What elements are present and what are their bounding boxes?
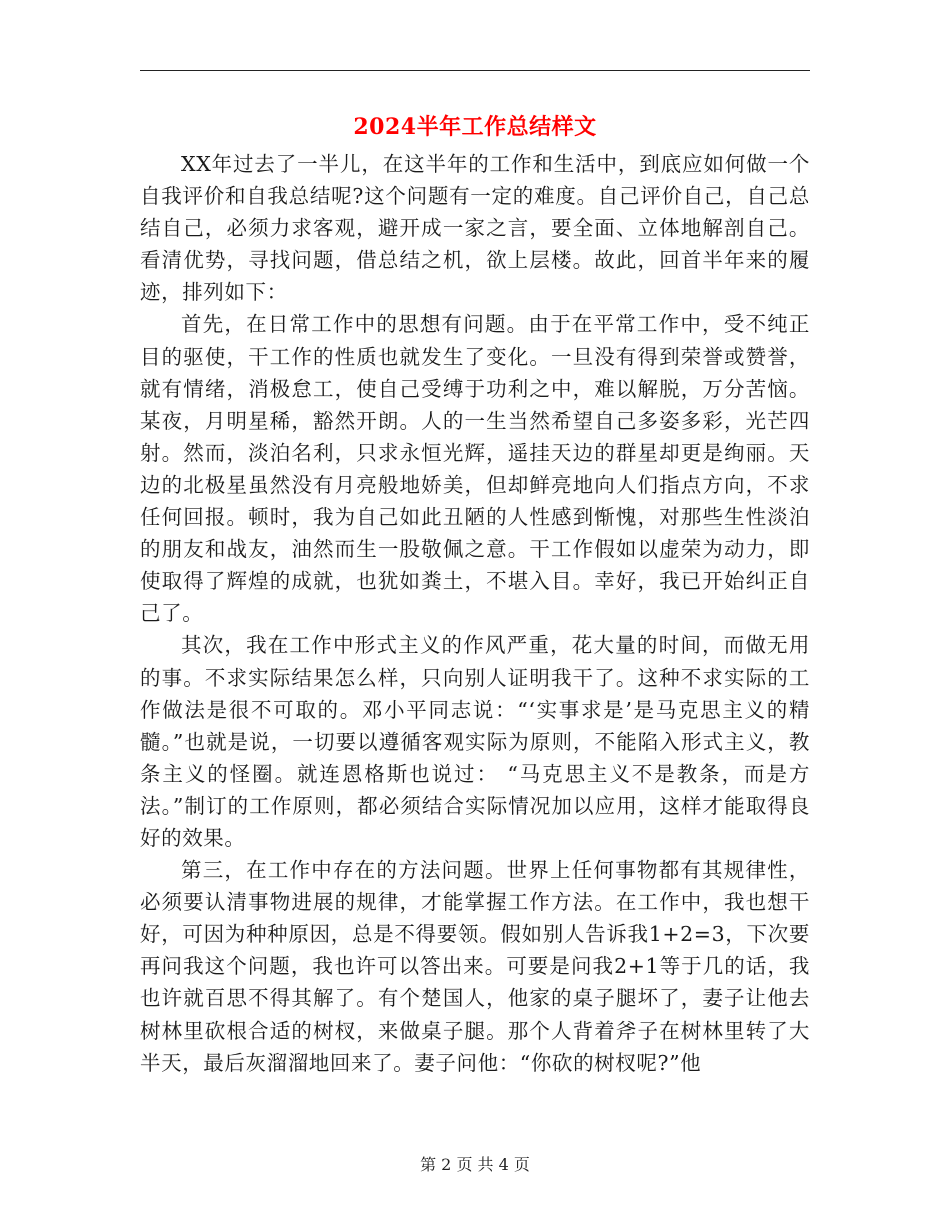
paragraph-first-point: 首先，在日常工作中的思想有问题。由于在平常工作中，受不纯正目的驱使，干工作的性质也就发生了变化。一旦没有得到荣誉或赞誉，就有情绪，消极怠工，使自己受缚于功利之中，难以解脱，万分苦恼。某夜，月明星稀，豁然开朗。人的一生当然希望自己多姿多彩，光芒四射。然而，淡泊名利，只求永恒光辉，遥挂天边的群星却更是绚丽。天边的北极星虽然没有月亮般地娇美，但却鲜亮地向人们指点方向，不求任何回报。顿时，我为自己如此丑陋的人性感到惭愧，对那些生性淡泊的朋友和战友，油然而生一股敬佩之意。干工作假如以虚荣为动力，即使取得了辉煌的成就，也犹如粪土，不堪入目。幸好，我已开始纠正自己了。: [140, 312, 810, 626]
page-number-footer: 第 2 页 共 4 页: [420, 1155, 530, 1174]
document-title: 2024半年工作总结样文: [353, 114, 597, 140]
paragraph-intro: XX年过去了一半儿，在这半年的工作和生活中，到底应如何做一个自我评价和自我总结呢?这个问题有一定的难度。自己评价自己，自己总结自己，必须力求客观，避开成一家之言，要全面、立体地解剖自己。看清优势，寻找问题，借总结之机，欲上层楼。故此，回首半年来的履迹，排列如下：: [140, 152, 810, 305]
paragraph-third-point: 第三，在工作中存在的方法问题。世界上任何事物都有其规律性，必须要认清事物进展的规律，才能掌握工作方法。在工作中，我也想干好，可因为种种原因，总是不得要领。假如别人告诉我1+2=3，下次要再问我这个问题，我也许可以答出来。可要是问我2+1等于几的话，我也许就百思不得其解了。有个楚国人，他家的桌子腿坏了，妻子让他去树林里砍根合适的树杈，来做桌子腿。那个人背着斧子在树林里转了大半天，最后灰溜溜地回来了。妻子问他：“你砍的树杈呢?”他: [140, 858, 810, 1075]
document-body: [140, 148, 810, 1079]
paragraph-second-point: 其次，我在工作中形式主义的作风严重，花大量的时间，而做无用的事。不求实际结果怎么样，只向别人证明我干了。这种不求实际的工作做法是很不可取的。邓小平同志说：“‘实事求是’是马克思主义的精髓。”也就是说，一切要以遵循客观实际为原则，不能陷入形式主义，教条主义的怪圈。就连恩格斯也说过： “马克思主义不是教条，而是方法。”制订的工作原则，都必须结合实际情况加以应用，这样才能取得良好的效果。: [140, 633, 810, 850]
header-rule: [140, 70, 810, 71]
